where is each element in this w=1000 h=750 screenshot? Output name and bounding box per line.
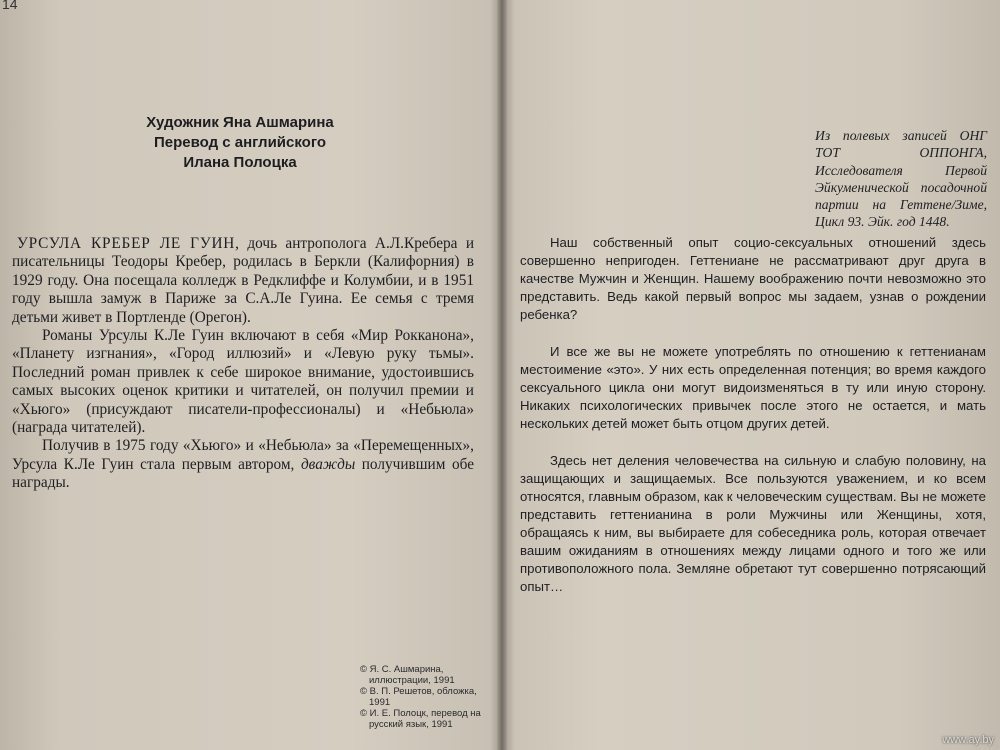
translation-credit: Перевод с английского — [153, 134, 327, 151]
copyright-line: © Я. С. Ашмарина, иллюстрации, 1991 — [360, 664, 455, 686]
bio-p3-emphasis: дважды — [300, 455, 356, 473]
bio-paragraph-3 — [12, 437, 474, 492]
body-paragraph-2: И все же вы не можете употреблять по отношению к геттенианам местоимение «это». У них есть определенная потенция; во время каждого сексуального цикла они могут видоизменяться в ту или иную сторону. Никаких психологических привычек после этого не остается, и мать нескольких детей может быть отцом других детей. — [520, 344, 986, 431]
copyright-line: © И. Е. Полоцк, перевод на русский язык, 1991 — [360, 708, 481, 730]
body-paragraph-1: Наш собственный опыт социо-сексуальных отношений здесь совершенно непригоден. Геттениане не рассматривают друг друга в качестве Мужчин и Женщин. Нашему воображению почти невозможно это представить. Ведь какой первый вопрос мы задаем, узнав о рождении ребенка? — [520, 235, 986, 322]
page-number: 14 — [2, 0, 18, 12]
copyright-block — [360, 664, 495, 730]
left-page — [0, 0, 498, 750]
translator-credit: Илана Полоцка — [183, 154, 297, 171]
body-paragraph-3: Здесь нет деления человечества на сильную и слабую половину, на защищающих и защищаемых. Все пользуются уважением, и ко всем относятся, главным образом, как к человеческим существам. Вы не можете представить геттенианина в роли Мужчины или Женщины, хотя, обращаясь к ним, вы выбираете для собеседника роль, которая отвечает вашим ожиданиям в отношениях между лицами одного и того же или противоположного пола. Земляне обретают тут совершенно потрясающий опыт… — [520, 453, 986, 594]
right-page — [505, 0, 1000, 750]
bio-paragraph-1 — [12, 235, 474, 327]
artist-credit: Художник Яна Ашмарина — [146, 114, 334, 131]
author-name: УРСУЛА КРЕБЕР ЛЕ ГУИН — [17, 235, 236, 252]
credits-block — [140, 113, 340, 173]
bio-paragraph-2: Романы Урсулы К.Ле Гуин включают в себя «Мир Рокканона», «Планету изгнания», «Город иллюзий» и «Левую руку тьмы». Последний роман привлек к себе широкое внимание, удостоившись самых высоких оценок критики и читателей, он получил премии и «Хьюго» (присуждают писатели-профессионалы) и «Небьюла» (награда читателей). — [12, 327, 474, 437]
site-watermark: www.ay.by — [942, 734, 994, 746]
copyright-line: © В. П. Решетов, обложка, 1991 — [360, 686, 477, 708]
bio-p3-end: получившим обе награды. — [12, 455, 474, 492]
bio-p1-text: , дочь антрополога А.Л.Кребера и писательницы Теодоры Кребер, родилась в Беркли (Калифорния) в 1929 году. Она посещала колледж в Редклиффе и Колумбии, и в 1951 году вышла замуж в Париже за С.А.Ле Гуина. Ее семья с тремя детьми живет в Портленде (Орегон). — [12, 235, 475, 326]
epigraph: Из полевых записей ОНГ ТОТ ОППОНГА, Исследователя Первой Эйкуменической посадочной партии на Геттене/Зиме, Цикл 93. Эйк. год 1448. — [815, 128, 987, 230]
author-bio — [12, 235, 474, 493]
body-text — [520, 234, 986, 615]
bio-p3-start: Получив в 1975 году «Хьюго» и «Небьюла» за «Перемещенных», Урсула К.Ле Гуин стала первым автором, — [12, 437, 474, 473]
